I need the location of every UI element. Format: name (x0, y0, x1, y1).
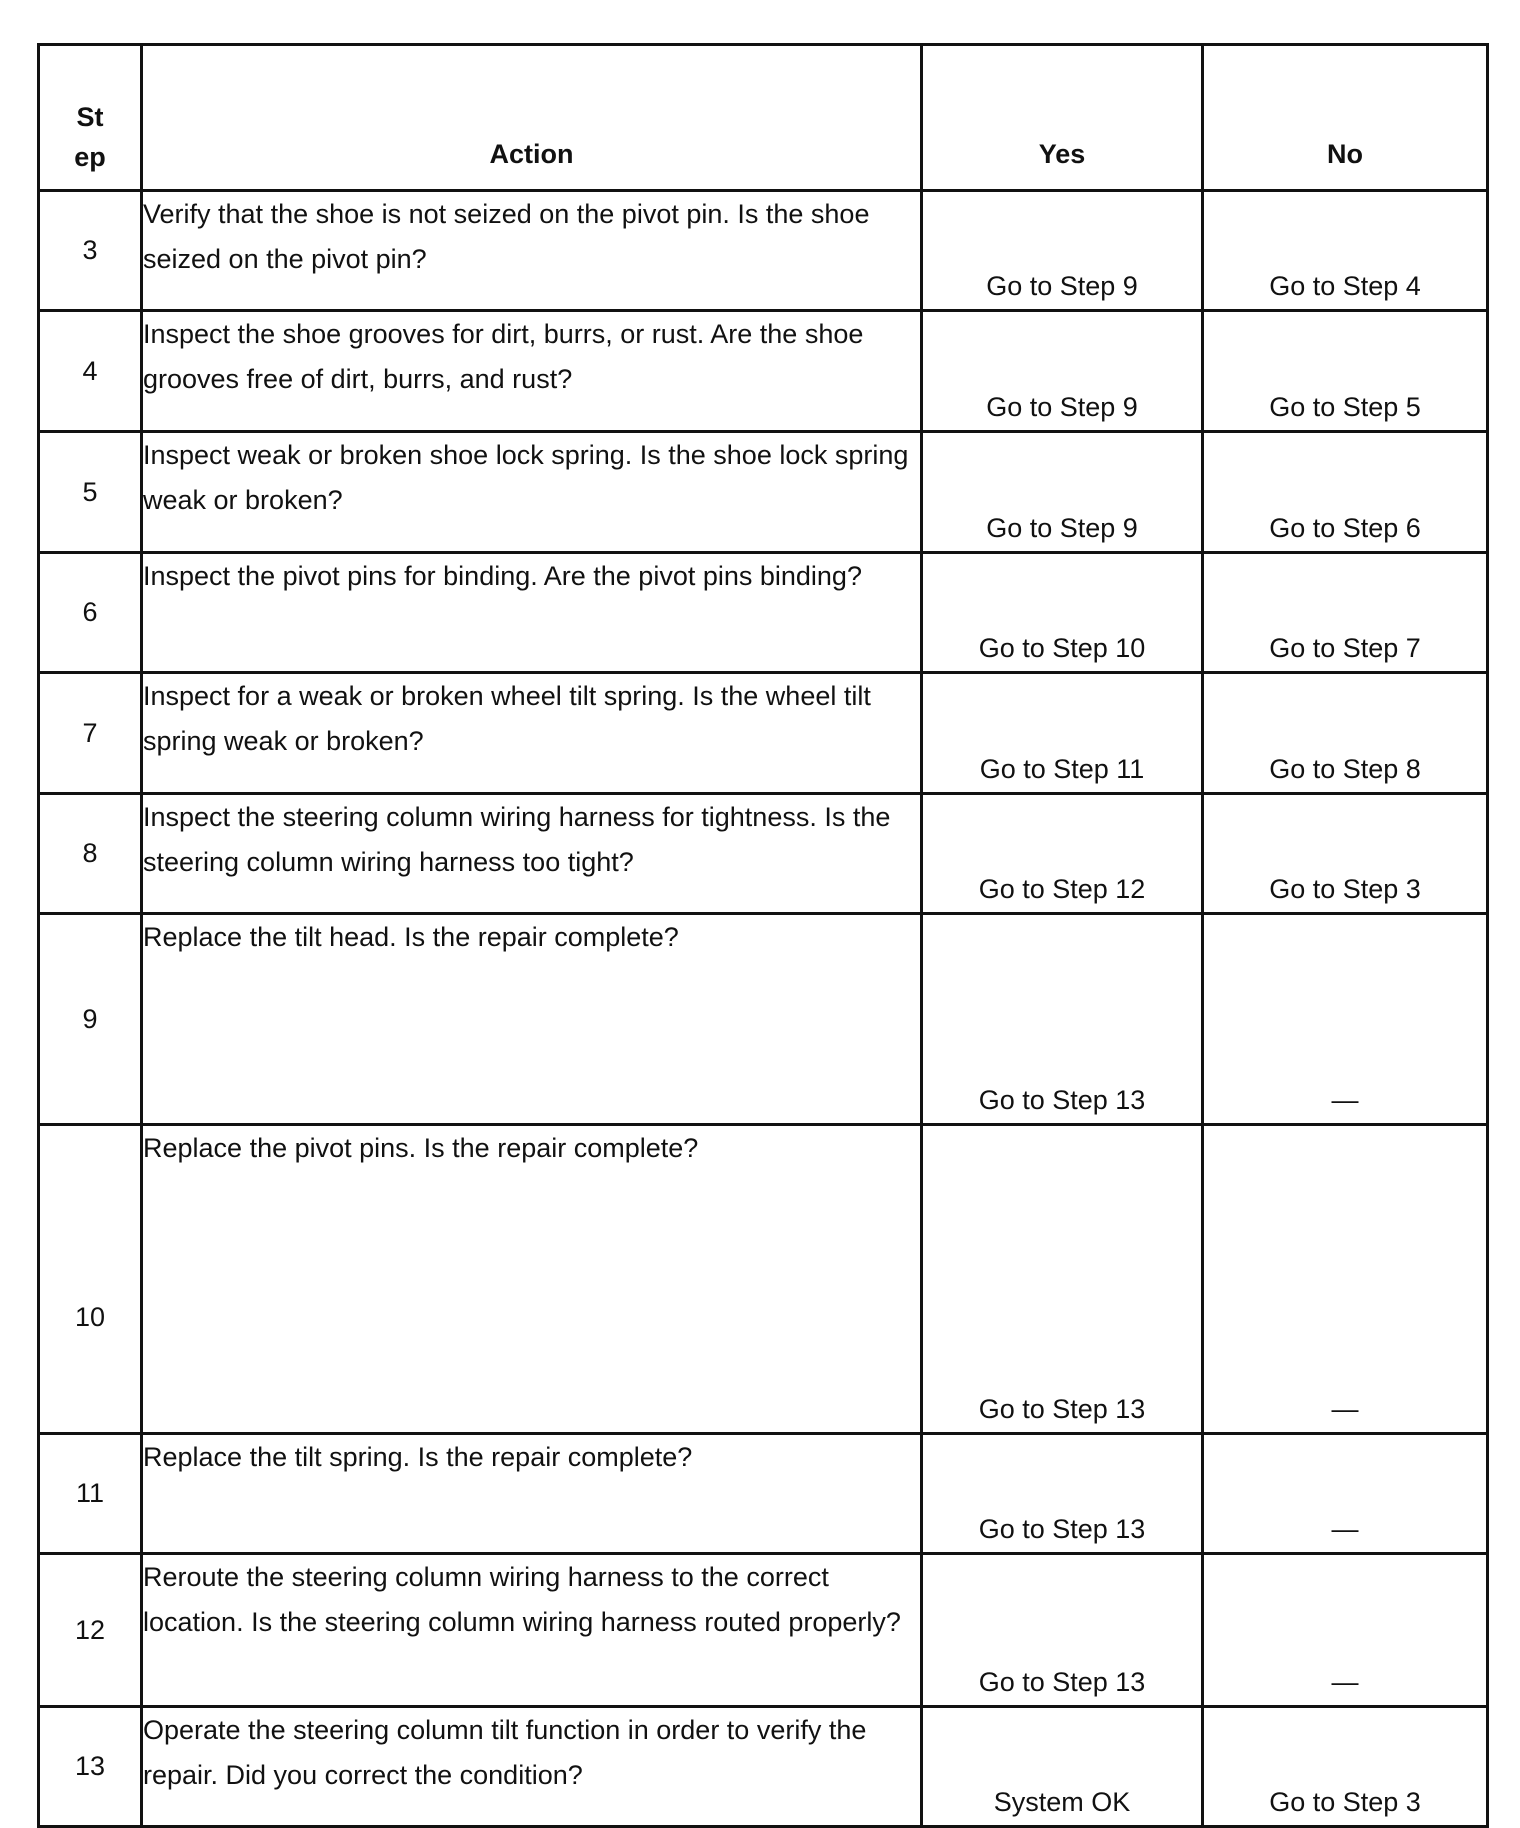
no-cell: Go to Step 5 (1203, 311, 1488, 432)
table-row (39, 1707, 1488, 1827)
step-cell: 3 (39, 191, 142, 311)
table-row (39, 311, 1488, 432)
action-cell: Inspect the pivot pins for binding. Are the pivot pins binding? (142, 553, 922, 673)
yes-cell: Go to Step 13 (922, 914, 1203, 1125)
no-cell: Go to Step 8 (1203, 673, 1488, 794)
table-row (39, 553, 1488, 673)
action-cell: Inspect for a weak or broken wheel tilt spring. Is the wheel tilt spring weak or broken? (142, 673, 922, 794)
header-step (39, 45, 142, 191)
no-cell: — (1203, 914, 1488, 1125)
table-row (39, 191, 1488, 311)
yes-cell: System OK (922, 1707, 1203, 1827)
yes-cell: Go to Step 12 (922, 794, 1203, 914)
step-cell: 5 (39, 432, 142, 553)
no-cell: — (1203, 1434, 1488, 1554)
step-cell: 6 (39, 553, 142, 673)
action-cell: Inspect the shoe grooves for dirt, burrs, or rust. Are the shoe grooves free of dirt, burrs, and rust? (142, 311, 922, 432)
header-no: No (1203, 45, 1488, 191)
action-cell: Replace the tilt head. Is the repair complete? (142, 914, 922, 1125)
step-cell: 4 (39, 311, 142, 432)
no-cell: Go to Step 4 (1203, 191, 1488, 311)
header-action: Action (142, 45, 922, 191)
yes-cell: Go to Step 9 (922, 191, 1203, 311)
no-cell: Go to Step 3 (1203, 1707, 1488, 1827)
table-row (39, 1434, 1488, 1554)
no-cell: — (1203, 1125, 1488, 1434)
step-cell: 8 (39, 794, 142, 914)
table-row (39, 432, 1488, 553)
step-cell: 9 (39, 914, 142, 1125)
yes-cell: Go to Step 13 (922, 1434, 1203, 1554)
action-cell: Inspect weak or broken shoe lock spring. Is the shoe lock spring weak or broken? (142, 432, 922, 553)
table-row (39, 673, 1488, 794)
action-cell: Operate the steering column tilt function in order to verify the repair. Did you correct the condition? (142, 1707, 922, 1827)
header-step-line2: ep (74, 142, 106, 172)
step-cell: 11 (39, 1434, 142, 1554)
no-cell: Go to Step 3 (1203, 794, 1488, 914)
header-row (39, 45, 1488, 191)
step-cell: 13 (39, 1707, 142, 1827)
table-row (39, 914, 1488, 1125)
header-step-line1: St (76, 102, 104, 132)
yes-cell: Go to Step 11 (922, 673, 1203, 794)
step-cell: 7 (39, 673, 142, 794)
table-row (39, 794, 1488, 914)
yes-cell: Go to Step 10 (922, 553, 1203, 673)
no-cell: Go to Step 7 (1203, 553, 1488, 673)
yes-cell: Go to Step 13 (922, 1554, 1203, 1707)
action-cell: Inspect the steering column wiring harness for tightness. Is the steering column wiring harness too tight? (142, 794, 922, 914)
step-cell: 10 (39, 1125, 142, 1434)
step-cell: 12 (39, 1554, 142, 1707)
action-cell: Replace the tilt spring. Is the repair complete? (142, 1434, 922, 1554)
action-cell: Verify that the shoe is not seized on the pivot pin. Is the shoe seized on the pivot pin? (142, 191, 922, 311)
no-cell: — (1203, 1554, 1488, 1707)
table-row (39, 1125, 1488, 1434)
diagnostic-table (37, 43, 1489, 1828)
header-yes: Yes (922, 45, 1203, 191)
yes-cell: Go to Step 9 (922, 432, 1203, 553)
action-cell: Replace the pivot pins. Is the repair complete? (142, 1125, 922, 1434)
action-cell: Reroute the steering column wiring harness to the correct location. Is the steering column wiring harness routed properly? (142, 1554, 922, 1707)
yes-cell: Go to Step 13 (922, 1125, 1203, 1434)
table-row (39, 1554, 1488, 1707)
yes-cell: Go to Step 9 (922, 311, 1203, 432)
no-cell: Go to Step 6 (1203, 432, 1488, 553)
